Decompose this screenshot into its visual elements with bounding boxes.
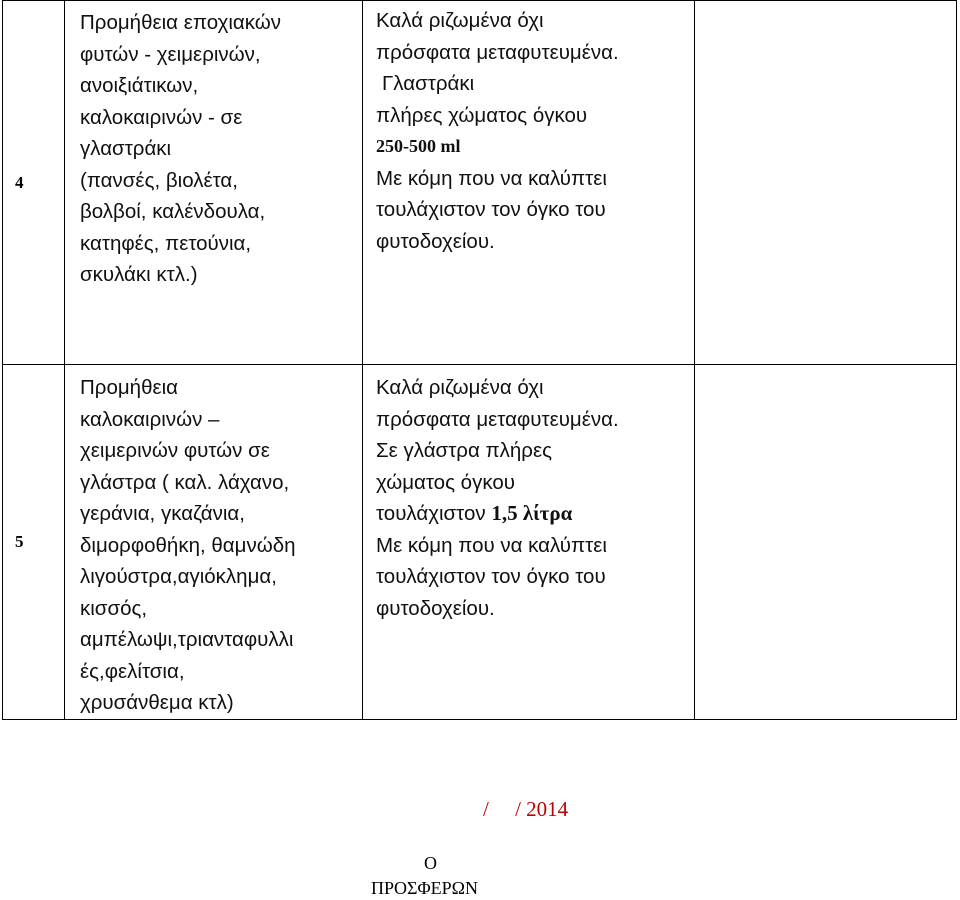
description-line: γεράνια, γκαζάνια, (80, 502, 245, 525)
spec-line: φυτοδοχείου. (376, 596, 495, 620)
description-line: χρυσάνθεμα κτλ) (80, 691, 234, 714)
offerer-label: ΠΡΟΣΦΕΡΩΝ (371, 878, 479, 898)
description-line: (πανσές, βιολέτα, (80, 168, 238, 192)
date-field: / / 2014 (483, 797, 569, 821)
spec-line: φυτοδοχείου. (376, 229, 495, 253)
description-line: Προμήθεια εποχιακών (80, 11, 281, 34)
spec-line: πρόσφατα μεταφυτευμένα. (376, 40, 619, 64)
description-line: βολβοί, καλένδουλα, (80, 200, 266, 223)
table-row (3, 365, 957, 720)
description-line: λιγούστρα,αγιόκλημα, (80, 565, 277, 588)
description-line: κατηφές, πετούνια, (80, 231, 252, 255)
description-line: διμορφοθήκη, θαμνώδη (80, 533, 296, 557)
spec-volume: 1,5 λίτρα (491, 501, 573, 525)
empty-cell (695, 365, 957, 720)
description-line: κισσός, (80, 596, 148, 620)
description-line: καλοκαιρινών – (80, 407, 220, 431)
spec-line: Σε γλάστρα πλήρες (376, 439, 552, 462)
item-description (65, 365, 363, 720)
item-specifications (363, 365, 695, 720)
offerer-article: Ο (424, 853, 437, 873)
description-line: φυτών - χειμερινών, (80, 42, 261, 66)
description-line: ανοιξιάτικων, (80, 74, 199, 97)
specification-table (2, 0, 957, 720)
empty-cell (695, 1, 957, 365)
spec-line: Με κόμη που να καλύπτει (376, 166, 607, 190)
description-line: χειμερινών φυτών σε (80, 439, 270, 462)
spec-line: τουλάχιστον τον όγκο του (376, 565, 606, 588)
spec-line: τουλάχιστον τον όγκο του (376, 198, 606, 221)
description-line: Προμήθεια (80, 376, 179, 399)
description-line: καλοκαιρινών - σε (80, 105, 243, 129)
description-line: σκυλάκι κτλ.) (80, 263, 198, 286)
spec-volume-prefix: τουλάχιστον (376, 502, 492, 525)
spec-line: πλήρες χώματος όγκου (376, 103, 588, 127)
spec-line: Γλαστράκι (382, 72, 475, 95)
spec-volume-line (376, 498, 690, 530)
item-number: 5 (3, 365, 65, 720)
spec-line: Με κόμη που να καλύπτει (376, 533, 607, 557)
description-line: γλάστρα ( καλ. λάχανο, (80, 470, 290, 494)
spec-volume: 250-500 ml (376, 136, 461, 156)
description-line: ές,φελίτσια, (80, 659, 185, 683)
spec-line: πρόσφατα μεταφυτευμένα. (376, 407, 619, 431)
description-line: γλαστράκι (80, 137, 172, 160)
spec-line: Καλά ριζωμένα όχι (376, 376, 544, 399)
item-description (65, 1, 363, 365)
description-line: αμπέλωψι,τριανταφυλλι (80, 628, 294, 651)
spec-line: χώματος όγκου (376, 470, 515, 494)
table-row (3, 1, 957, 365)
item-number: 4 (3, 1, 65, 365)
spec-line: Καλά ριζωμένα όχι (376, 9, 544, 32)
item-specifications (363, 1, 695, 365)
